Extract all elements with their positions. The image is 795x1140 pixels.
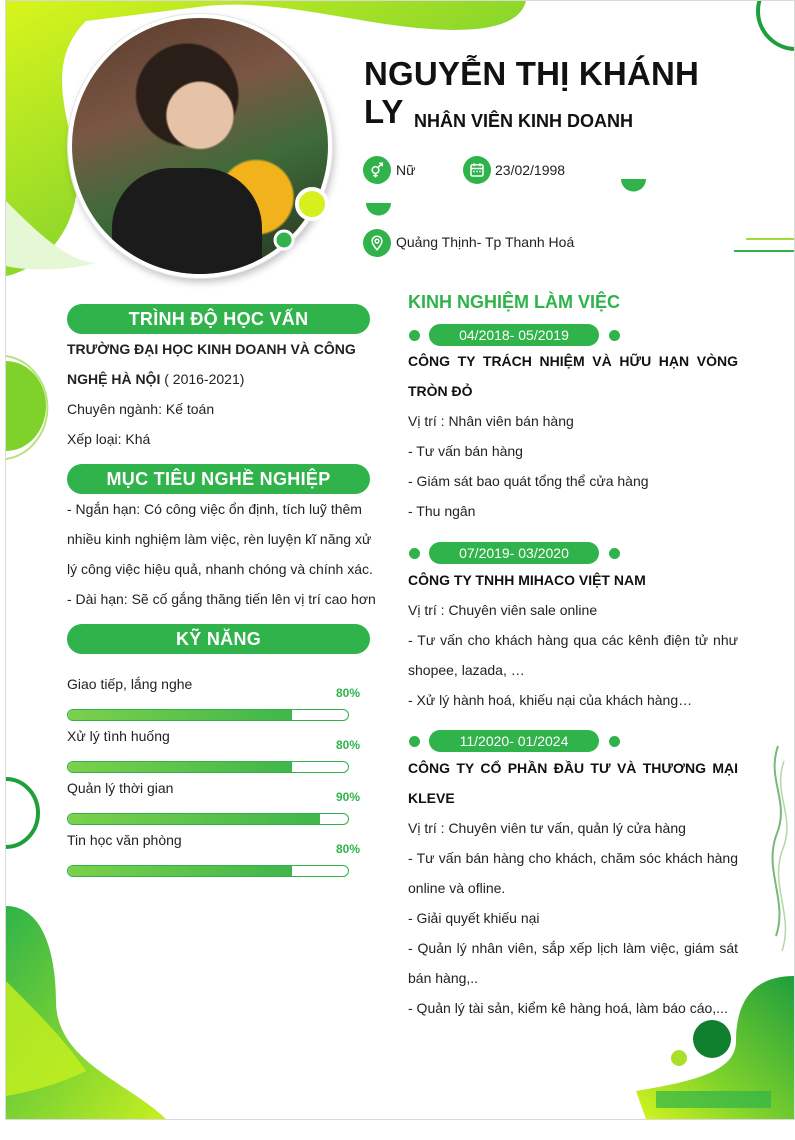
skill-name: Quản lý thời gian bbox=[67, 780, 174, 796]
job-company: CÔNG TY TNHH MIHACO VIỆT NAM bbox=[408, 572, 646, 588]
skill-bar bbox=[67, 709, 349, 721]
candidate-name: NGUYỄN THỊ KHÁNH LY bbox=[364, 55, 700, 130]
job-line: Vị trí : Chuyên viên sale online bbox=[408, 602, 598, 618]
job-line: - Tư vấn bán hàng bbox=[408, 443, 523, 459]
timeline-dot bbox=[409, 548, 420, 559]
skill-bar bbox=[67, 865, 349, 877]
school-name: TRƯỜNG ĐẠI HỌC KINH DOANH VÀ CÔNG NGHỆ HÀ NỘI bbox=[67, 341, 356, 387]
job-date: 07/2019- 03/2020 bbox=[429, 542, 599, 564]
job-line: - Tư vấn bán hàng cho khách, chăm sóc khách hàng online và ofline. bbox=[408, 850, 738, 896]
job-company: CÔNG TY TRÁCH NHIỆM VÀ HỮU HẠN VÒNG TRÒN ĐỎ bbox=[408, 353, 738, 399]
job-company: CÔNG TY CỔ PHẦN ĐẦU TƯ VÀ THƯƠNG MẠI KLEVE bbox=[408, 760, 738, 806]
skill-bar-fill bbox=[68, 762, 292, 772]
candidate-position: NHÂN VIÊN KINH DOANH bbox=[414, 111, 634, 131]
job-line: - Tư vấn cho khách hàng qua các kênh điện tử như shopee, lazada, … bbox=[408, 632, 738, 678]
address-value: Quảng Thịnh- Tp Thanh Hoá bbox=[396, 234, 575, 250]
timeline-dot bbox=[609, 330, 620, 341]
location-icon bbox=[363, 229, 391, 257]
skill-name: Xử lý tình huống bbox=[67, 728, 170, 744]
experience-heading: KINH NGHIỆM LÀM VIỆC bbox=[408, 292, 621, 312]
timeline-dot bbox=[409, 736, 420, 747]
job-entry bbox=[408, 753, 738, 1023]
objective-line: - Dài hạn: Sẽ cố gắng thăng tiến lên vị trí cao hơn bbox=[67, 591, 376, 607]
skill-name: Tin học văn phòng bbox=[67, 832, 182, 848]
job-entry bbox=[408, 565, 738, 715]
job-line: - Xử lý hành hoá, khiếu nại của khách hàng… bbox=[408, 692, 693, 708]
skill-percent: 80% bbox=[336, 842, 361, 856]
timeline-dot bbox=[609, 548, 620, 559]
skill-percent: 80% bbox=[336, 738, 361, 752]
calendar-icon bbox=[463, 156, 491, 184]
job-date: 04/2018- 05/2019 bbox=[429, 324, 599, 346]
skill-bar-fill bbox=[68, 814, 320, 824]
skills-heading: KỸ NĂNG bbox=[67, 624, 370, 654]
objective-line: - Ngắn hạn: Có công việc ổn định, tích luỹ thêm bbox=[67, 501, 362, 517]
job-line: - Giải quyết khiếu nại bbox=[408, 910, 540, 926]
job-line: Vị trí : Nhân viên bán hàng bbox=[408, 413, 574, 429]
job-line: Vị trí : Chuyên viên tư vấn, quản lý cửa hàng bbox=[408, 820, 686, 836]
job-line: - Giám sát bao quát tổng thể cửa hàng bbox=[408, 473, 649, 489]
school-years: ( 2016-2021) bbox=[160, 371, 245, 387]
birthday-value: 23/02/1998 bbox=[495, 162, 566, 178]
objective-line: lý công việc hiệu quả, nhanh chóng và chính xác. bbox=[67, 561, 373, 577]
skill-name: Giao tiếp, lắng nghe bbox=[67, 676, 193, 692]
skill-bar bbox=[67, 761, 349, 773]
timeline-dot bbox=[409, 330, 420, 341]
job-date: 11/2020- 01/2024 bbox=[429, 730, 599, 752]
gender-value: Nữ bbox=[396, 162, 416, 178]
education-major: Chuyên ngành: Kế toán bbox=[67, 401, 215, 417]
skill-percent: 90% bbox=[336, 790, 361, 804]
job-line: - Quản lý nhân viên, sắp xếp lịch làm việc, giám sát bán hàng,.. bbox=[408, 940, 738, 986]
profile-photo bbox=[68, 14, 332, 278]
timeline-dot bbox=[609, 736, 620, 747]
job-line: - Quản lý tài sản, kiểm kê hàng hoá, làm báo cáo,... bbox=[408, 1000, 728, 1016]
objective-line: nhiều kinh nghiệm làm việc, rèn luyện kĩ năng xử bbox=[67, 531, 372, 547]
cv-page bbox=[5, 0, 795, 1120]
gender-icon bbox=[363, 156, 391, 184]
education-school bbox=[67, 334, 367, 394]
skill-bar-fill bbox=[68, 710, 292, 720]
education-grade: Xếp loại: Khá bbox=[67, 431, 151, 447]
objective-heading: MỤC TIÊU NGHỀ NGHIỆP bbox=[67, 464, 370, 494]
skill-percent: 80% bbox=[336, 686, 361, 700]
skill-bar bbox=[67, 813, 349, 825]
education-heading: TRÌNH ĐỘ HỌC VẤN bbox=[67, 304, 370, 334]
job-entry bbox=[408, 346, 738, 526]
job-line: - Thu ngân bbox=[408, 503, 476, 519]
skill-bar-fill bbox=[68, 866, 292, 876]
